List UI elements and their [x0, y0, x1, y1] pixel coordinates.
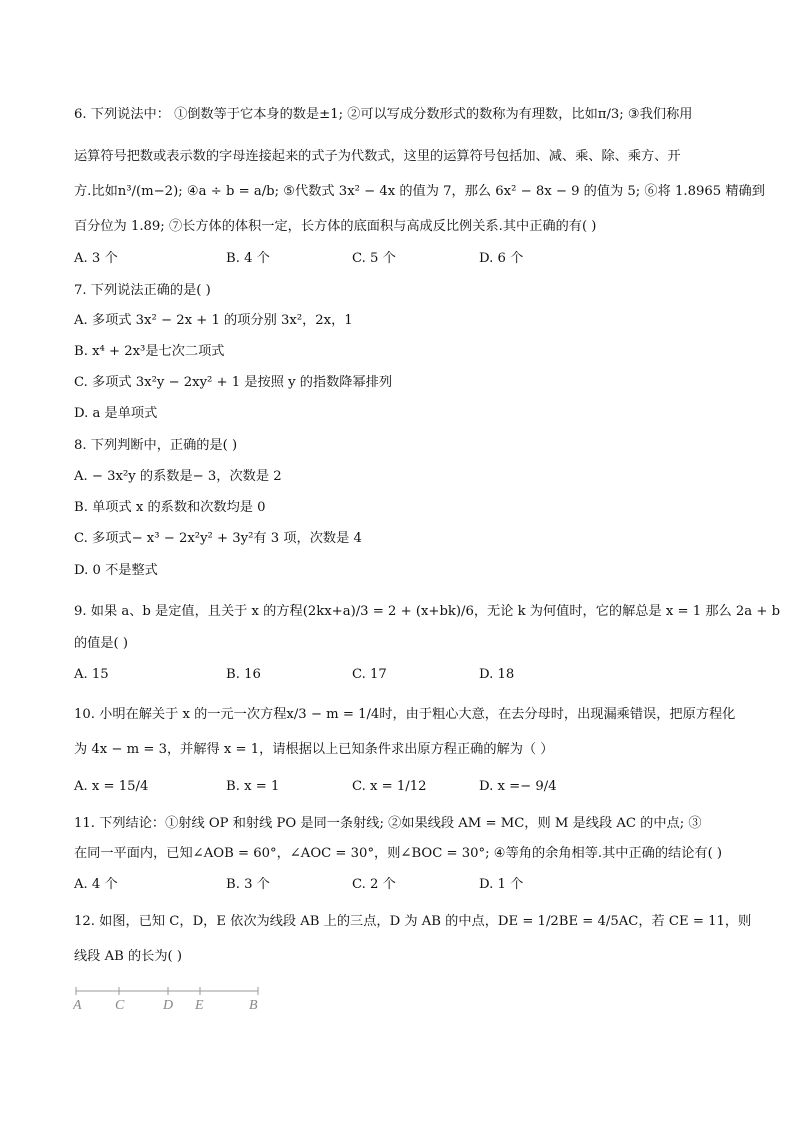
q6-option-d: D. 6 个: [479, 251, 524, 266]
q7-option-d: D. a 是单项式: [74, 406, 158, 421]
q9-line-2: 的值是( ): [74, 636, 129, 651]
q11-option-c: C. 2 个: [352, 877, 396, 892]
q12-line-1: 12. 如图，已知 C，D，E 依次为线段 AB 上的三点，D 为 AB 的中点，DE = 1/2BE = 4/5AC，若 CE = 11，则: [74, 914, 752, 929]
q8-stem: 8. 下列判断中，正确的是( ): [74, 438, 238, 453]
q10-option-b: B. x = 1: [226, 779, 280, 794]
q11-option-d: D. 1 个: [479, 877, 524, 892]
q6-option-a: A. 3 个: [74, 251, 118, 266]
label-point-c: C: [115, 998, 125, 1013]
q6-line-2: 运算符号把数或表示数的字母连接起来的式子为代数式，这里的运算符号包括加、减、乘、除、乘方、开: [74, 149, 681, 164]
q9-option-b: B. 16: [226, 667, 261, 682]
q6-line-3: 方.比如n³/(m−2); ④a ÷ b = a/b; ⑤代数式 3x² − 4x 的值为 7，那么 6x² − 8x − 9 的值为 5; ⑥将 1.8965 精确到: [74, 184, 765, 199]
q8-option-d: D. 0 不是整式: [74, 563, 158, 578]
q9-line-1: 9. 如果 a、b 是定值，且关于 x 的方程(2kx+a)/3 = 2 + (x+bk)/6，无论 k 为何值时，它的解总是 x = 1 那么 2a + b: [74, 604, 781, 619]
q12-line-2: 线段 AB 的长为( ): [74, 949, 183, 964]
q11-option-a: A. 4 个: [74, 877, 118, 892]
label-point-e: E: [195, 998, 204, 1013]
segment-figure: [73, 985, 263, 1013]
q8-option-b: B. 单项式 x 的系数和次数均是 0: [74, 500, 266, 515]
q10-option-c: C. x = 1/12: [352, 779, 427, 794]
q7-stem: 7. 下列说法正确的是( ): [74, 283, 211, 298]
q11-line-2: 在同一平面内，已知∠AOB = 60°，∠AOC = 30°，则∠BOC = 30°; ④等角的余角相等.其中正确的结论有( ): [74, 846, 723, 861]
q9-option-a: A. 15: [74, 667, 109, 682]
q8-option-a: A. − 3x²y 的系数是− 3，次数是 2: [74, 469, 282, 484]
q6-line-4: 百分位为 1.89; ⑦长方体的体积一定，长方体的底面积与高成反比例关系.其中正确的有( ): [74, 219, 597, 234]
q6-option-b: B. 4 个: [226, 251, 270, 266]
q6-line-1: 6. 下列说法中： ①倒数等于它本身的数是±1; ②可以写成分数形式的数称为有理数，比如π/3; ③我们称用: [74, 107, 693, 122]
q9-option-d: D. 18: [479, 667, 515, 682]
q7-option-b: B. x⁴ + 2x³是七次二项式: [74, 344, 225, 359]
q10-line-1: 10. 小明在解关于 x 的一元一次方程x/3 − m = 1/4时，由于粗心大意，在去分母时，出现漏乘错误，把原方程化: [74, 707, 736, 722]
q6-option-c: C. 5 个: [352, 251, 396, 266]
q11-line-1: 11. 下列结论：①射线 OP 和射线 PO 是同一条射线; ②如果线段 AM = MC，则 M 是线段 AC 的中点; ③: [74, 816, 702, 831]
q10-option-d: D. x =− 9/4: [479, 779, 557, 794]
label-point-a: A: [73, 998, 82, 1013]
q9-option-c: C. 17: [352, 667, 387, 682]
q10-line-2: 为 4x − m = 3，并解得 x = 1，请根据以上已知条件求出原方程正确的解为（ ）: [74, 742, 554, 757]
q11-option-b: B. 3 个: [226, 877, 270, 892]
q7-option-a: A. 多项式 3x² − 2x + 1 的项分别 3x²，2x，1: [74, 313, 353, 328]
label-point-b: B: [249, 998, 258, 1013]
q8-option-c: C. 多项式− x³ − 2x²y² + 3y²有 3 项，次数是 4: [74, 531, 362, 546]
q7-option-c: C. 多项式 3x²y − 2xy² + 1 是按照 y 的指数降幂排列: [74, 375, 393, 390]
label-point-d: D: [163, 998, 174, 1013]
q10-option-a: A. x = 15/4: [74, 779, 149, 794]
